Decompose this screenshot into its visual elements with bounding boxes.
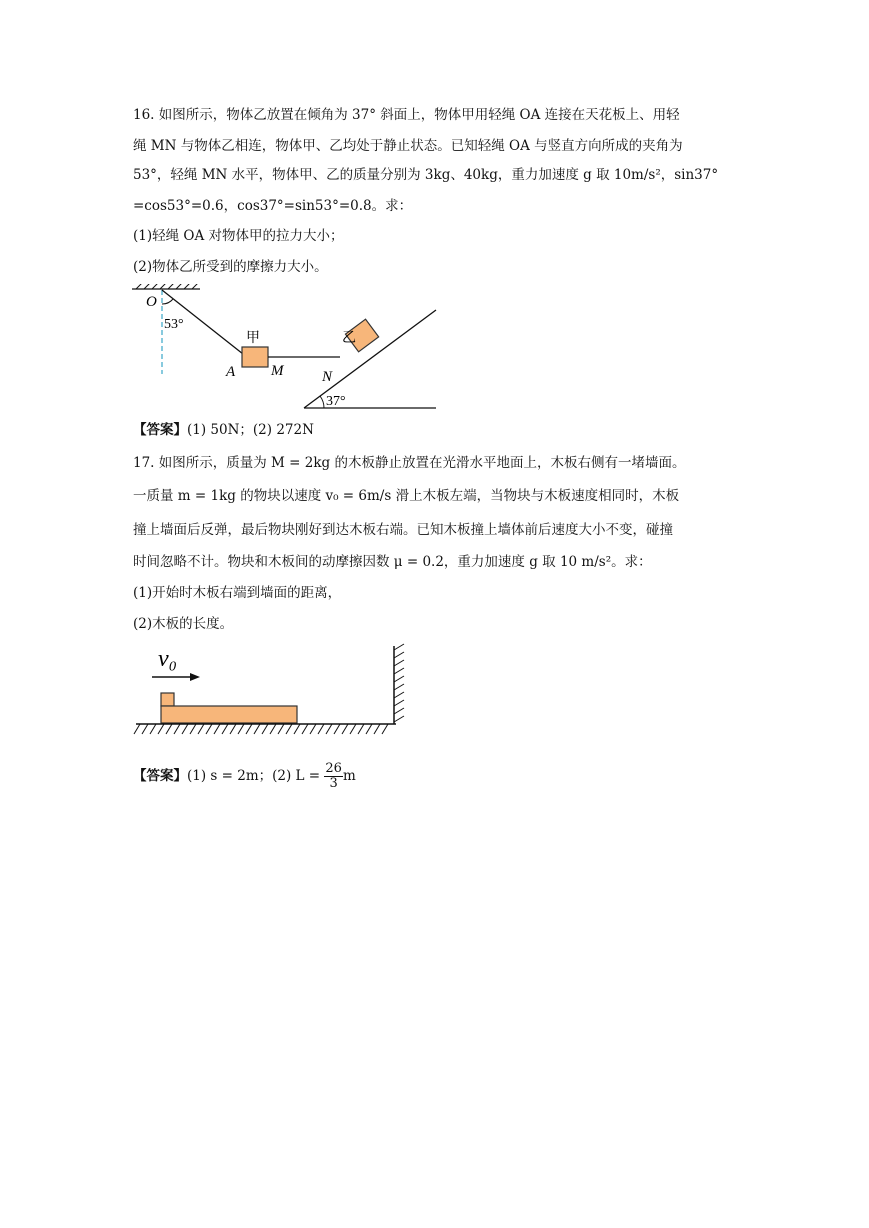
q17-line-4: 时间忽略不计。物块和木板间的动摩擦因数 μ = 0.2，重力加速度 g 取 10 m/s²。求： [133, 554, 652, 570]
board [161, 706, 297, 723]
label-n: N [322, 369, 333, 385]
answer-tag-17: 【答案】 [133, 768, 187, 784]
label-m: M [271, 363, 284, 379]
q17-line-3: 撞上墙面后反弹，最后物块刚好到达木板右端。已知木板撞上墙体前后速度大小不变，碰撞 [133, 522, 673, 538]
label-angle-37: 37° [326, 394, 346, 409]
label-jia: 甲 [246, 331, 260, 346]
q16-line-1: 16. 如图所示，物体乙放置在倾角为 37° 斜面上，物体甲用轻绳 OA 连接在天花板上、用轻 [133, 107, 680, 123]
q16-sub-2: (2)物体乙所受到的摩擦力大小。 [133, 259, 328, 275]
q17-line-2: 一质量 m = 1kg 的物块以速度 v₀ = 6m/s 滑上木板左端，当物块与木板速度相同时，木板 [133, 488, 680, 504]
answer-fraction [324, 762, 343, 791]
label-a: A [226, 364, 236, 380]
answer-tag: 【答案】 [133, 422, 187, 438]
q16-line-3: 53°，轻绳 MN 水平，物体甲、乙的质量分别为 3kg、40kg，重力加速度 g 取 10m/s²，sin37° [133, 167, 719, 183]
q16-line-4: =cos53°=0.6，cos37°=sin53°=0.8。求： [133, 198, 413, 214]
q17-line-1: 17. 如图所示，质量为 M = 2kg 的木板静止放置在光滑水平地面上，木板右侧有一堵墙面。 [133, 455, 686, 471]
label-angle-53: 53° [164, 317, 184, 332]
q17-sub-2: (2)木板的长度。 [133, 616, 234, 632]
q17-sub-1: (1)开始时木板右端到墙面的距离， [133, 585, 342, 601]
q16-line-2: 绳 MN 与物体乙相连，物体甲、乙均处于静止状态。已知轻绳 OA 与竖直方向所成的夹角为 [133, 138, 683, 154]
label-v0: v₀ [158, 646, 177, 672]
fraction-denominator: 3 [329, 776, 338, 791]
small-block [161, 693, 174, 706]
q17-answer [133, 762, 356, 791]
block-jia [242, 347, 268, 367]
answer-text: (1) 50N；(2) 272N [187, 422, 314, 438]
answer-part1: (1) s = 2m；(2) L = [187, 768, 321, 784]
answer-unit: m [342, 768, 356, 784]
label-yi: 乙 [342, 331, 356, 346]
q16-figure [128, 284, 440, 414]
q16-sub-1: (1)轻绳 OA 对物体甲的拉力大小； [133, 228, 344, 244]
fraction-numerator: 26 [325, 761, 342, 776]
q16-answer [133, 421, 314, 439]
q17-figure [132, 640, 412, 746]
label-o: O [146, 294, 157, 310]
